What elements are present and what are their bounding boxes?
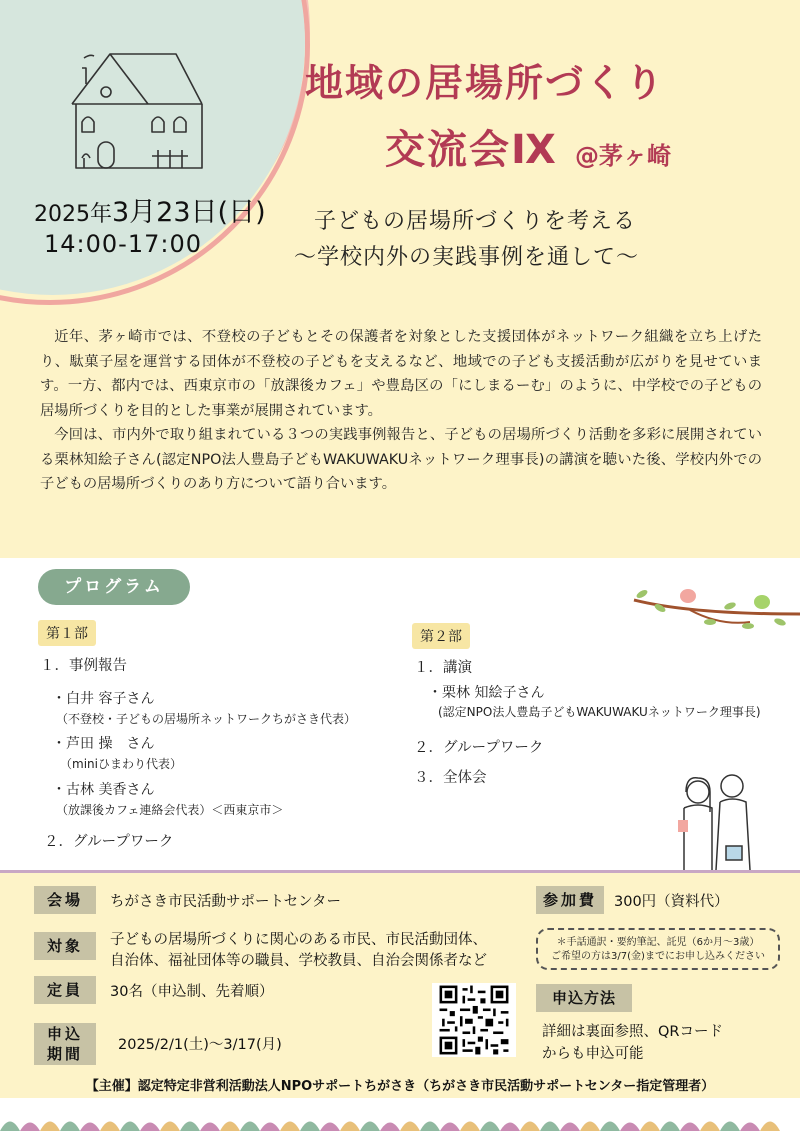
speaker-2-name: ・芦田 操 さん <box>52 736 155 752</box>
house-illustration <box>62 48 208 174</box>
speaker-1-org: （不登校・子どもの居場所ネットワークちがさき代表） <box>56 712 357 726</box>
part1-item1: １．事例報告 <box>40 658 127 674</box>
main-title: 地域の居場所づくり <box>305 61 666 105</box>
part2-label: 第２部 <box>412 623 470 649</box>
notice-line-1: ＊手話通訳・要約筆記、託児（6か月～3歳） <box>556 937 760 948</box>
organizer-credit: 【主催】認定特定非営利活動法人NPOサポートちがさき（ちがさき市民活動サポートセンター指定管理者） <box>85 1079 715 1094</box>
footer-pattern <box>0 1108 800 1131</box>
period-label-line-2: 期間 <box>46 1045 83 1063</box>
fee-value: 300円（資料代） <box>614 894 729 910</box>
speaker-3-org: （放課後カフェ連絡会代表）＜西東京市＞ <box>56 803 284 817</box>
event-venue-title: @茅ヶ崎 <box>575 142 671 170</box>
subtitle-line-2: ～学校内外の実践事例を通して～ <box>294 245 640 270</box>
speaker-3-name: ・古林 美香さん <box>52 782 155 798</box>
intro-paragraph-2: 今回は、市内外で取り組まれている３つの実践事例報告と、子どもの居場所づくり活動を多彩に展開されている栗林知絵子さん(認定NPO法人豊島子どもWAKUWAKUネットワーク理事長)の講演を聴いた後、学校内外での子どもの居場所づくりのあり方について語り合います。 <box>40 427 762 492</box>
period-value: 2025/2/1(土)～3/17(月) <box>118 1037 282 1053</box>
part1-label: 第１部 <box>38 620 96 646</box>
event-title: 交流会Ⅸ <box>385 127 558 173</box>
lecturer-org: (認定NPO法人豊島子どもWAKUWAKUネットワーク理事長) <box>438 705 761 719</box>
target-label: 対象 <box>34 932 96 960</box>
students-illustration <box>664 772 768 870</box>
apply-line-1: 詳細は裏面参照、QRコード <box>542 1024 723 1040</box>
part2-item2: ２．グループワーク <box>414 740 544 756</box>
venue-label: 会場 <box>34 886 96 914</box>
notice-line-2: ご希望の方は3/7(金)までにお申し込みください <box>551 951 765 962</box>
subtitle-line-1: 子どもの居場所づくりを考える <box>314 209 637 234</box>
part2-item3: ３．全体会 <box>414 770 487 786</box>
lecturer-name: ・栗林 知絵子さん <box>428 685 545 701</box>
info-divider <box>0 870 800 873</box>
apply-label: 申込方法 <box>536 984 632 1012</box>
apply-line-2: からも申込可能 <box>542 1046 644 1062</box>
support-notice <box>536 928 780 970</box>
target-line-1: 子どもの居場所づくりに関心のある市民、市民活動団体、 <box>110 932 487 948</box>
event-time: 14:00-17:00 <box>44 230 202 258</box>
qr-code[interactable] <box>432 983 516 1057</box>
fee-label: 参加費 <box>536 886 604 914</box>
intro-text <box>40 325 762 497</box>
capacity-label: 定員 <box>34 976 96 1004</box>
period-label <box>34 1023 96 1065</box>
part2-item1: １．講演 <box>414 660 472 676</box>
program-heading: プログラム <box>38 569 190 605</box>
intro-paragraph-1: 近年、茅ヶ崎市では、不登校の子どもとその保護者を対象とした支援団体がネットワーク組織を立ち上げたり、駄菓子屋を運営する団体が不登校の子どもを支えるなど、地域での子ども支援活動が広がりを見せています。一方、都内では、西東京市の「放課後カフェ」や豊島区の「にしまるーむ」のように、中学校での子どもの居場所づくりを目的とした事業が展開されています。 <box>40 329 762 419</box>
event-date <box>34 190 266 229</box>
capacity-value: 30名（申込制、先着順） <box>110 984 274 1000</box>
branch-birds-illustration <box>630 582 800 632</box>
speaker-2-org: （miniひまわり代表） <box>60 757 182 771</box>
part1-item2: ２．グループワーク <box>44 834 174 850</box>
speaker-1-name: ・白井 容子さん <box>52 691 155 707</box>
venue-value: ちがさき市民活動サポートセンター <box>110 894 341 910</box>
date-year: 2025年 <box>34 202 112 227</box>
date-day: 3月23日(日) <box>112 197 266 228</box>
target-line-2: 自治体、福祉団体等の職員、学校教員、自治会関係者など <box>110 953 487 969</box>
period-label-line-1: 申込 <box>46 1025 83 1043</box>
